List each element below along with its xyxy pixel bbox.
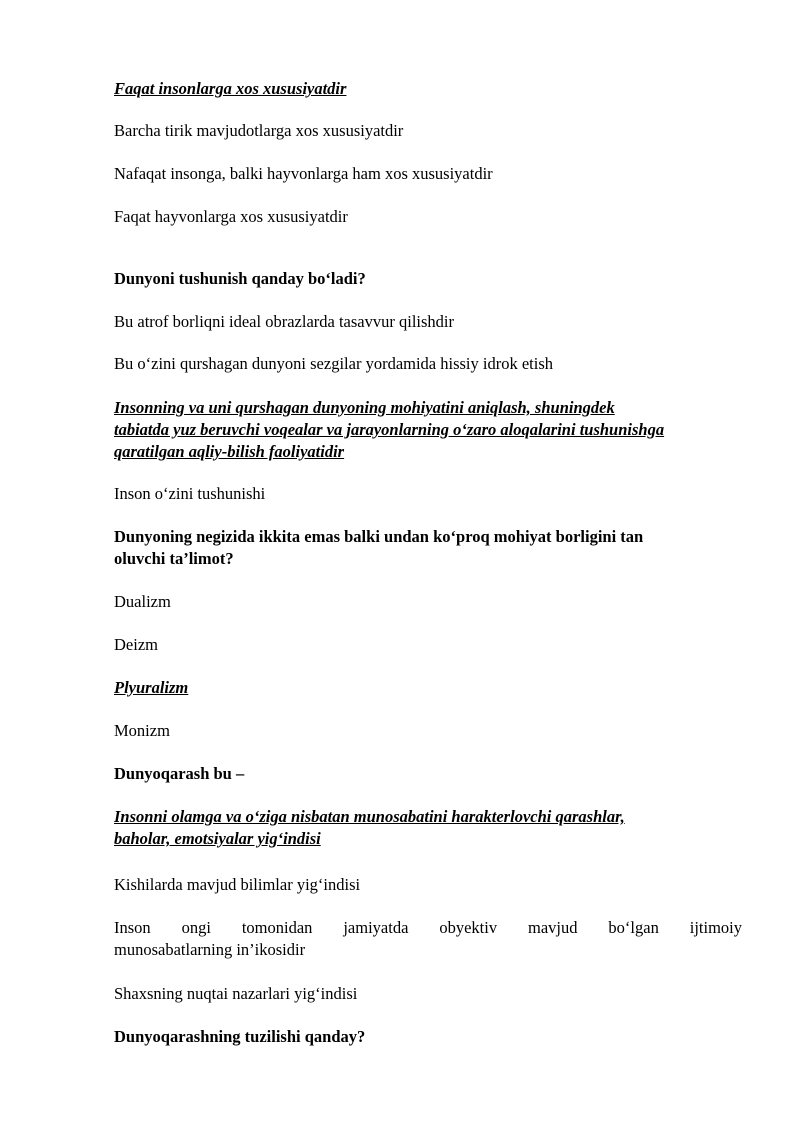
answer-option: Kishilarda mavjud bilimlar yig‘indisi — [114, 875, 361, 894]
answer-option: Bu o‘zini qurshagan dunyoni sezgilar yordamida hissiy idrok etish — [114, 354, 554, 373]
answer-correct: Faqat insonlarga xos xususiyatdir — [114, 79, 347, 98]
answer-option: Shaxsning nuqtai nazarlari yig‘indisi — [114, 984, 358, 1003]
answer-line: Insonning va uni qurshagan dunyoning mohiyatini aniqlash, shuningdek — [114, 398, 615, 417]
question-title: Dunyoni tushunish qanday bo‘ladi? — [114, 269, 366, 288]
answer-option: Monizm — [114, 721, 170, 740]
answer-line: Insonni olamga va o‘ziga nisbatan munosabatini harakterlovchi qarashlar, — [114, 807, 625, 826]
answer-correct — [114, 806, 742, 850]
question-title: Dunyoqarashning tuzilishi qanday? — [114, 1027, 366, 1046]
answer-option: Bu atrof borliqni ideal obrazlarda tasavvur qilishdir — [114, 312, 454, 331]
answer-option: Deizm — [114, 635, 158, 654]
answer-option: Nafaqat insonga, balki hayvonlarga ham xos xususiyatdir — [114, 164, 493, 183]
answer-correct — [114, 397, 742, 463]
answer-correct: Plyuralizm — [114, 678, 189, 697]
answer-line: tabiatda yuz beruvchi voqealar va jarayonlarning o‘zaro aloqalarini tushunishga — [114, 420, 665, 439]
answer-option — [114, 917, 742, 961]
answer-option: Faqat hayvonlarga xos xususiyatdir — [114, 207, 348, 226]
question-line: Dunyoning negizida ikkita emas balki undan ko‘proq mohiyat borligini tan — [114, 527, 644, 546]
answer-line: Inson ongi tomonidan jamiyatda obyektiv mavjud bo‘lgan ijtimoiy — [114, 918, 742, 937]
answer-option: Inson o‘zini tushunishi — [114, 484, 266, 503]
question-title — [114, 526, 742, 570]
answer-line: qaratilgan aqliy-bilish faoliyatidir — [114, 442, 345, 461]
answer-option: Dualizm — [114, 592, 171, 611]
question-title: Dunyoqarash bu – — [114, 764, 245, 783]
answer-option: Barcha tirik mavjudotlarga xos xususiyatdir — [114, 121, 404, 140]
answer-line: baholar, emotsiyalar yig‘indisi — [114, 829, 321, 848]
answer-line: munosabatlarning in’ikosidir — [114, 940, 306, 959]
question-line: oluvchi ta’limot? — [114, 549, 234, 568]
